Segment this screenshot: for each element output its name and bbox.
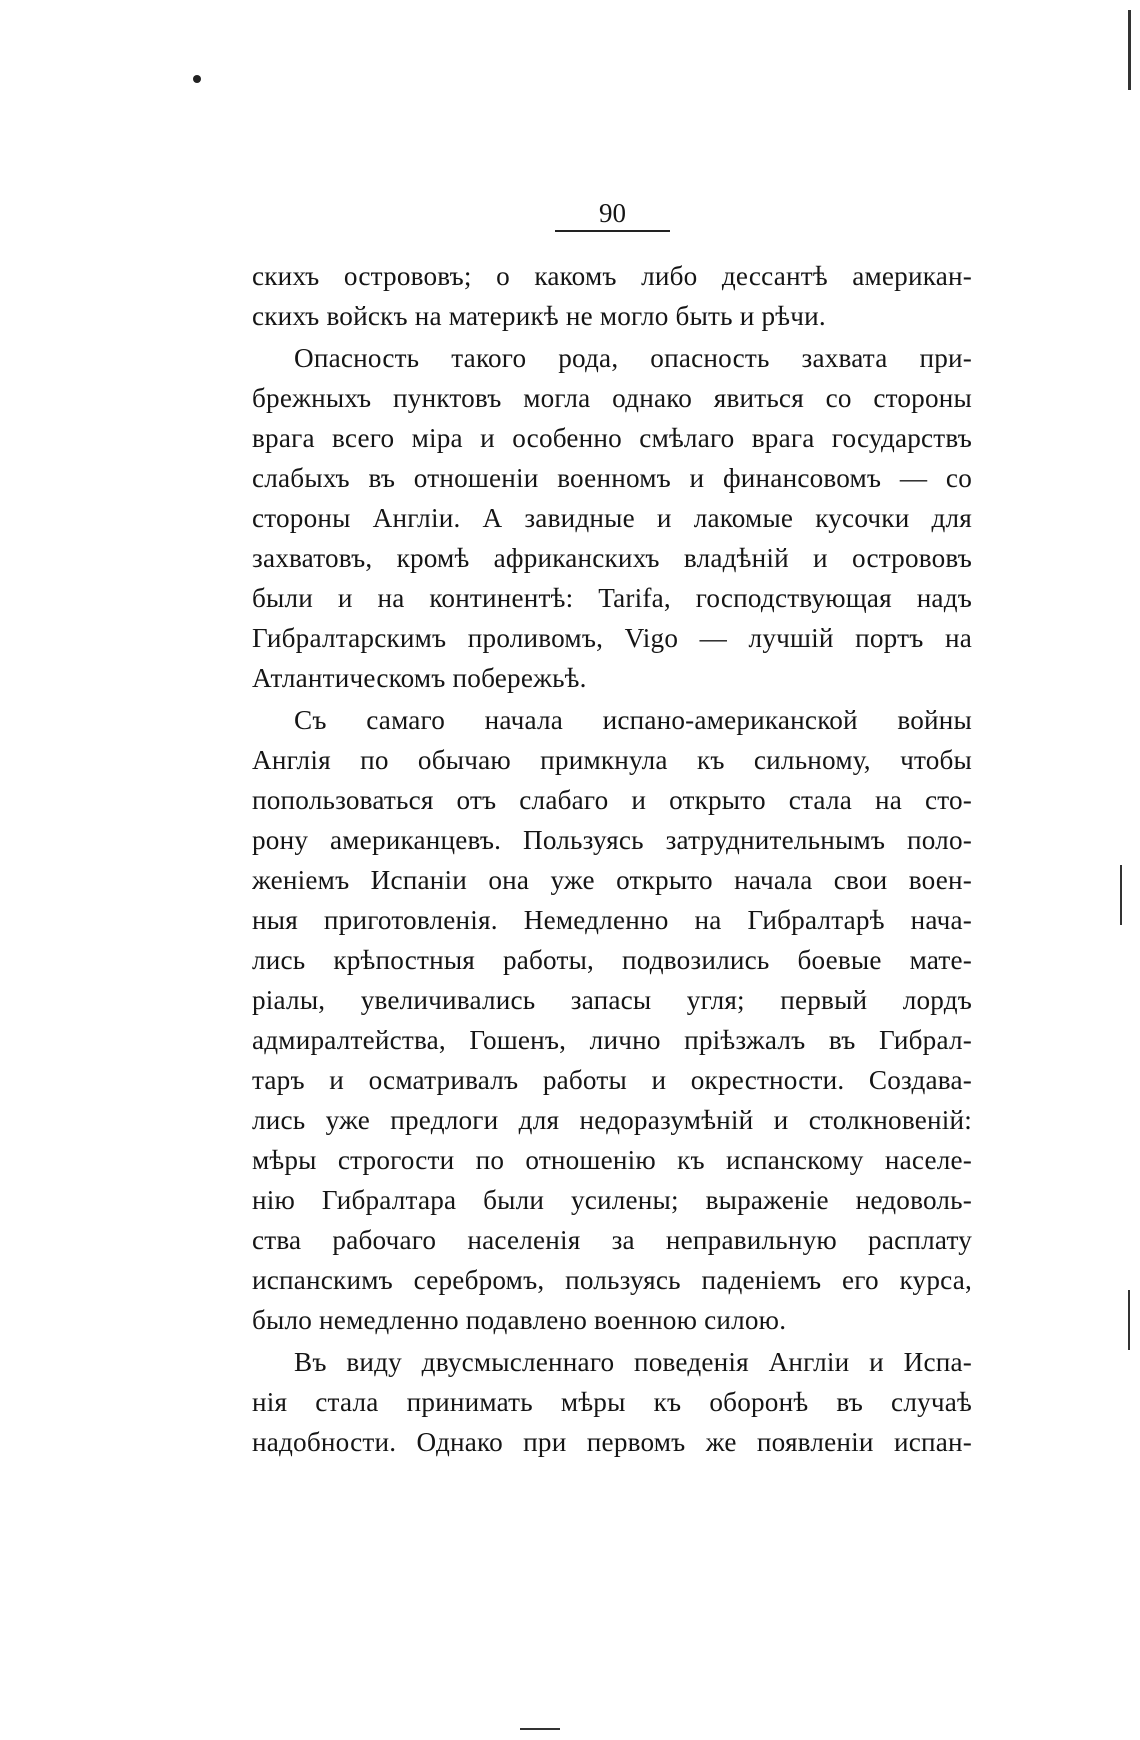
text-line: Въ виду двусмысленнаго поведенія Англіи и Испа- xyxy=(294,1347,972,1377)
body-text xyxy=(252,256,972,1462)
right-edge-mark-middle xyxy=(1120,865,1122,925)
text-line: рону американцевъ. Пользуясь затруднительнымъ поло- xyxy=(252,825,972,855)
text-line: лись уже предлоги для недоразумѣній и столкновеній: xyxy=(252,1105,972,1135)
ink-dot xyxy=(193,75,201,83)
paragraph xyxy=(252,1342,972,1462)
text-line: было немедленно подавлено военною силою. xyxy=(252,1305,787,1335)
right-edge-mark-top xyxy=(1128,10,1131,90)
text-line: мѣры строгости по отношенію къ испанскому населе- xyxy=(252,1145,972,1175)
text-line: были и на континентѣ: Tarifa, господствующая надъ xyxy=(252,583,972,613)
text-line: стороны Англіи. А завидные и лакомые кусочки для xyxy=(252,503,972,533)
text-line: брежныхъ пунктовъ могла однако явиться со стороны xyxy=(252,383,972,413)
right-edge-mark-lower xyxy=(1128,1290,1130,1350)
text-line: скихъ острововъ; о какомъ либо дессантѣ американ- xyxy=(252,261,972,291)
bottom-edge-mark xyxy=(520,1728,560,1730)
text-line: врага всего міра и особенно смѣлаго врага государствъ xyxy=(252,423,972,453)
text-line: ріалы, увеличивались запасы угля; первый лордъ xyxy=(252,985,972,1015)
text-line: попользоваться отъ слабаго и открыто стала на сто- xyxy=(252,785,972,815)
text-line: испанскимъ серебромъ, пользуясь паденіемъ его курса, xyxy=(252,1265,972,1295)
text-line: Опасность такого рода, опасность захвата при- xyxy=(294,343,972,373)
text-line: слабыхъ въ отношеніи военномъ и финансовомъ — со xyxy=(252,463,972,493)
text-line: лись крѣпостныя работы, подвозились боевые мате- xyxy=(252,945,972,975)
text-line: захватовъ, кромѣ африканскихъ владѣній и острововъ xyxy=(252,543,972,573)
paragraph xyxy=(252,338,972,698)
text-line: Гибралтарскимъ проливомъ, Vigo — лучшій портъ на xyxy=(252,623,972,653)
text-line: Англія по обычаю примкнула къ сильному, чтобы xyxy=(252,745,972,775)
text-line: скихъ войскъ на материкѣ не могло быть и рѣчи. xyxy=(252,301,826,331)
text-line: нія стала принимать мѣры къ оборонѣ въ случаѣ xyxy=(252,1387,972,1417)
paragraph xyxy=(252,700,972,1340)
text-line: таръ и осматривалъ работы и окрестности. Создава- xyxy=(252,1065,972,1095)
text-line: нію Гибралтара были усилены; выраженіе недоволь- xyxy=(252,1185,972,1215)
text-line: адмиралтейства, Гошенъ, лично пріѣзжалъ въ Гибрал- xyxy=(252,1025,972,1055)
text-line: ныя приготовленія. Немедленно на Гибралтарѣ нача- xyxy=(252,905,972,935)
text-line: женіемъ Испаніи она уже открыто начала свои воен- xyxy=(252,865,972,895)
page-number: 90 xyxy=(555,198,670,232)
text-line: надобности. Однако при первомъ же появленіи испан- xyxy=(252,1427,972,1457)
text-line: Съ самаго начала испано-американской войны xyxy=(294,705,972,735)
text-line: ства рабочаго населенія за неправильную расплату xyxy=(252,1225,972,1255)
text-line: Атлантическомъ побережьѣ. xyxy=(252,663,587,693)
paragraph xyxy=(252,256,972,336)
